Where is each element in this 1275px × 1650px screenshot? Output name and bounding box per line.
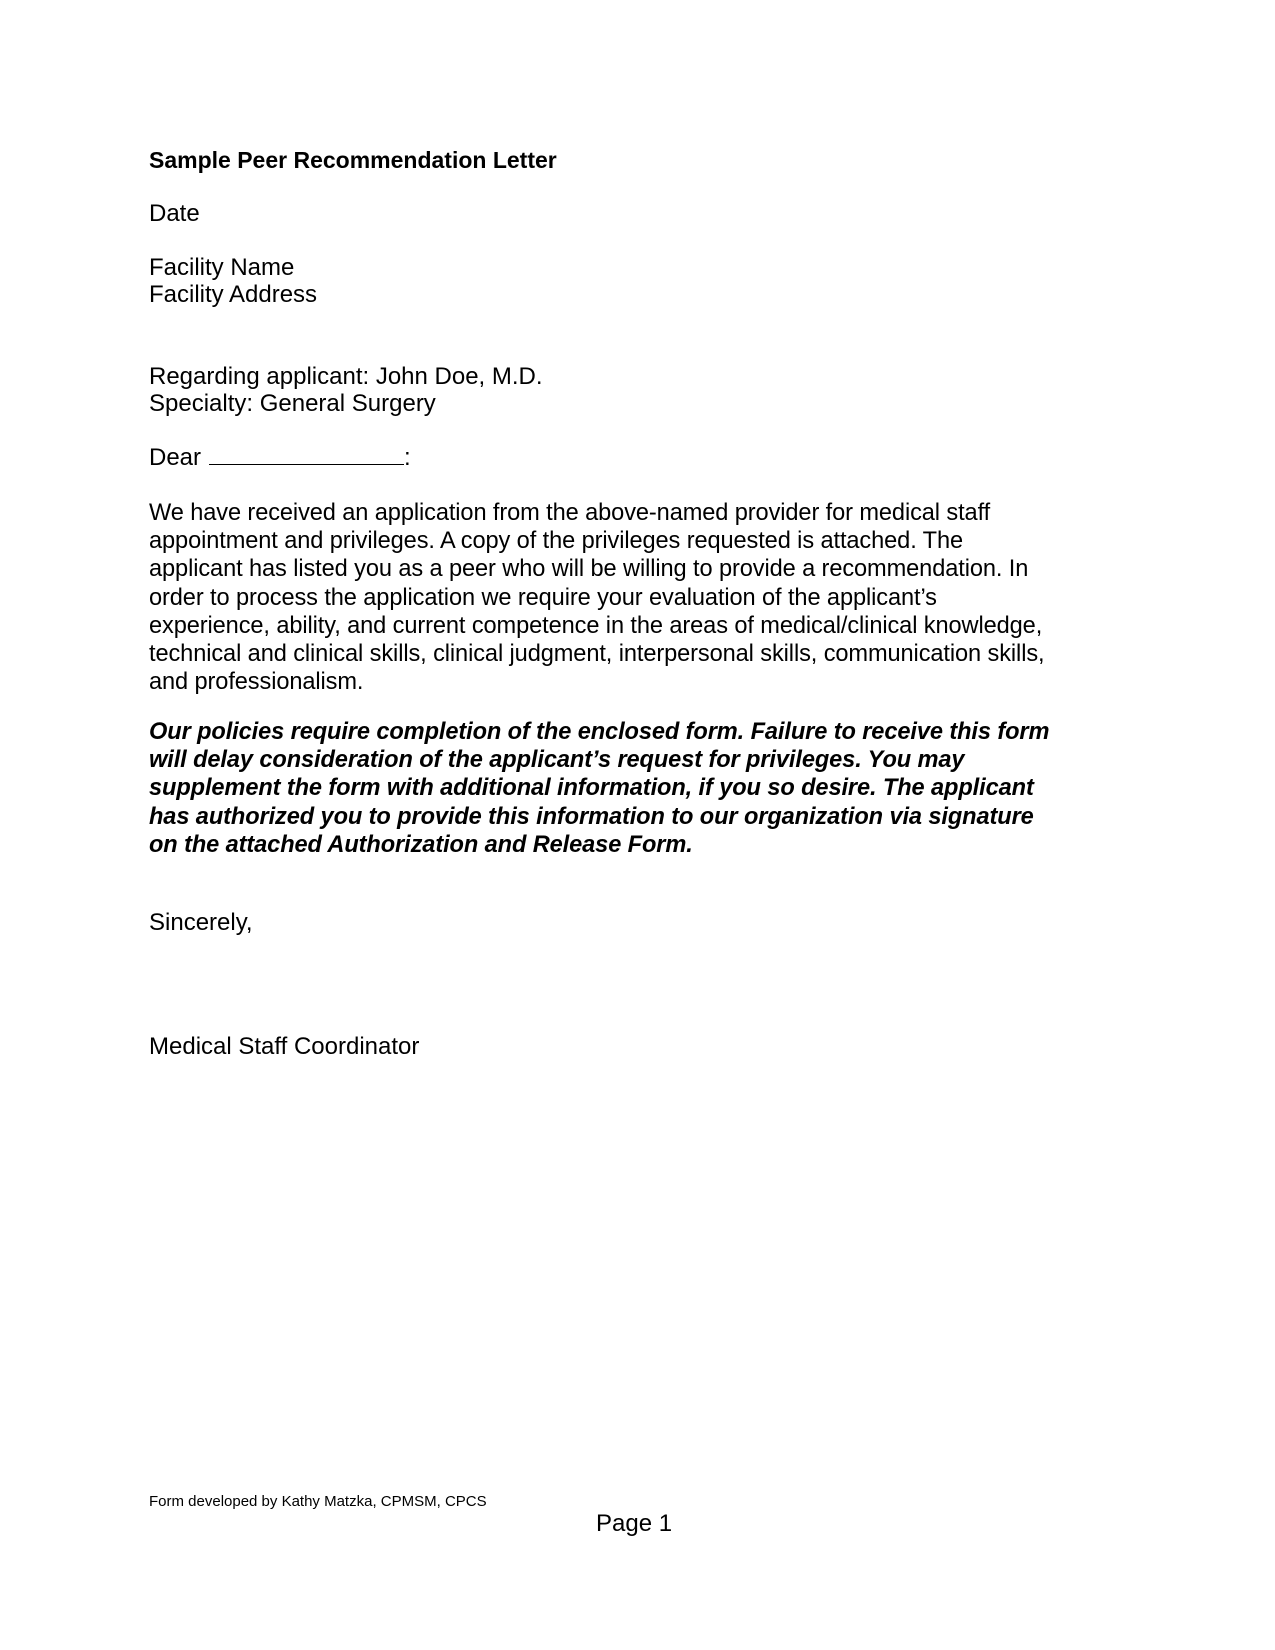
paragraph-line: We have received an application from the above-named provider for medical staff: [149, 500, 991, 526]
paragraph-line: supplement the form with additional information, if you so desire. The applicant: [149, 775, 1034, 802]
facility-name: Facility Name: [149, 254, 295, 281]
salutation-prefix: Dear: [149, 444, 202, 471]
closing: Sincerely,: [149, 909, 253, 936]
paragraph-line: has authorized you to provide this information to our organization via signature: [149, 803, 1034, 830]
regarding-applicant: Regarding applicant: John Doe, M.D.: [149, 363, 543, 390]
paragraph-line: on the attached Authorization and Release Form.: [149, 831, 693, 858]
document-title: Sample Peer Recommendation Letter: [149, 147, 557, 173]
date-line: Date: [149, 200, 200, 227]
paragraph-line: and professionalism.: [149, 669, 364, 696]
signature: Medical Staff Coordinator: [149, 1033, 420, 1060]
paragraph-line: Our policies require completion of the enclosed form. Failure to receive this form: [149, 719, 1050, 745]
paragraph-line: applicant has listed you as a peer who will be willing to provide a recommendation. In: [149, 556, 1029, 583]
salutation-suffix: :: [404, 444, 411, 471]
paragraph-line: experience, ability, and current competence in the areas of medical/clinical knowledge,: [149, 612, 1043, 639]
paragraph-line: technical and clinical skills, clinical judgment, interpersonal skills, communication skills,: [149, 641, 1045, 668]
recipient-blank: [209, 444, 404, 465]
page-number: Page 1: [596, 1510, 673, 1537]
paragraph-line: order to process the application we require your evaluation of the applicant’s: [149, 584, 937, 611]
facility-address: Facility Address: [149, 281, 318, 308]
salutation: [149, 444, 411, 472]
paragraph-line: appointment and privileges. A copy of the privileges requested is attached. The: [149, 528, 964, 555]
paragraph-line: will delay consideration of the applicant’s request for privileges. You may: [149, 747, 965, 774]
form-credit: Form developed by Kathy Matzka, CPMSM, CPCS: [149, 1493, 487, 1510]
body-paragraph-2: [149, 718, 1109, 859]
specialty-line: Specialty: General Surgery: [149, 390, 436, 417]
body-paragraph-1: [149, 499, 1109, 696]
